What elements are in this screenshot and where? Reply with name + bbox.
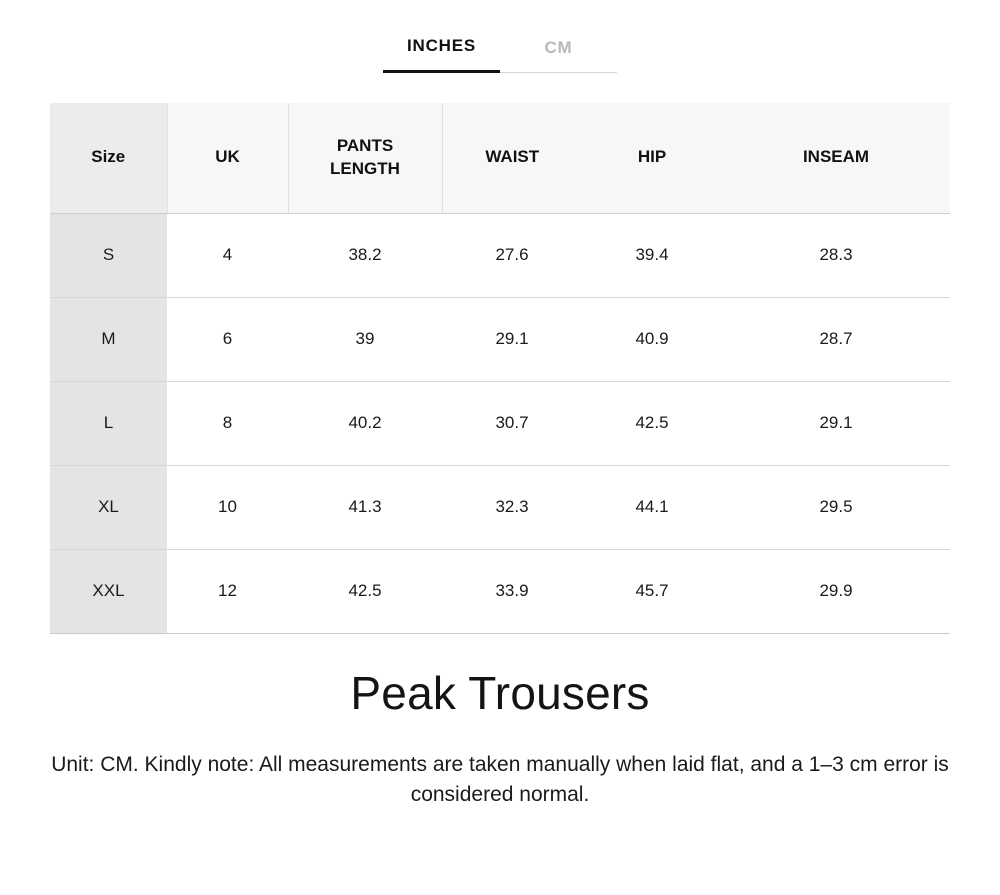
- table-row: [50, 297, 950, 381]
- cell-inseam: 28.3: [722, 213, 950, 297]
- cell-inseam: 29.9: [722, 549, 950, 633]
- header-size: Size: [50, 103, 167, 213]
- page-title: Peak Trousers: [350, 666, 650, 719]
- cell-uk: 12: [167, 549, 288, 633]
- header-inseam: INSEAM: [722, 103, 950, 213]
- header-hip: HIP: [582, 103, 722, 213]
- table-row: [50, 549, 950, 633]
- cell-uk: 10: [167, 465, 288, 549]
- cell-uk: 4: [167, 213, 288, 297]
- unit-tab-bar: [0, 0, 1000, 73]
- cell-size: S: [50, 213, 167, 297]
- cell-size: XL: [50, 465, 167, 549]
- cell-inseam: 29.5: [722, 465, 950, 549]
- cell-inseam: 28.7: [722, 297, 950, 381]
- cell-waist: 33.9: [442, 549, 582, 633]
- cell-size: L: [50, 381, 167, 465]
- cell-waist: 30.7: [442, 381, 582, 465]
- cell-size: M: [50, 297, 167, 381]
- measurement-note: Unit: CM. Kindly note: All measurements are taken manually when laid flat, and a 1–3 cm error is considered normal.: [51, 752, 949, 806]
- cell-waist: 27.6: [442, 213, 582, 297]
- header-uk: UK: [167, 103, 288, 213]
- table-header: [50, 103, 950, 213]
- table-row: [50, 465, 950, 549]
- cell-pants-length: 40.2: [288, 381, 442, 465]
- cell-hip: 39.4: [582, 213, 722, 297]
- table-row: [50, 381, 950, 465]
- cell-pants-length: 38.2: [288, 213, 442, 297]
- tab-inches[interactable]: [383, 36, 500, 73]
- header-pants-length-line1: PANTS: [336, 135, 394, 155]
- cell-inseam: 29.1: [722, 381, 950, 465]
- size-table-container: [0, 73, 1000, 634]
- cell-pants-length: 41.3: [288, 465, 442, 549]
- table-header-row: [50, 103, 950, 213]
- cell-pants-length: 42.5: [288, 549, 442, 633]
- cell-hip: 45.7: [582, 549, 722, 633]
- cell-uk: 6: [167, 297, 288, 381]
- tab-inches-label: INCHES: [406, 36, 477, 55]
- table-row: [50, 213, 950, 297]
- tab-cm[interactable]: [500, 38, 617, 73]
- cell-hip: 44.1: [582, 465, 722, 549]
- cell-hip: 40.9: [582, 297, 722, 381]
- cell-waist: 29.1: [442, 297, 582, 381]
- table-body: [50, 213, 950, 633]
- cell-uk: 8: [167, 381, 288, 465]
- header-waist: WAIST: [442, 103, 582, 213]
- header-pants-length-line2: LENGTH: [330, 158, 400, 178]
- header-pants-length: [288, 103, 442, 213]
- cell-size: XXL: [50, 549, 167, 633]
- cell-hip: 42.5: [582, 381, 722, 465]
- tab-cm-label: CM: [544, 38, 573, 57]
- size-table: [50, 103, 950, 634]
- cell-waist: 32.3: [442, 465, 582, 549]
- cell-pants-length: 39: [288, 297, 442, 381]
